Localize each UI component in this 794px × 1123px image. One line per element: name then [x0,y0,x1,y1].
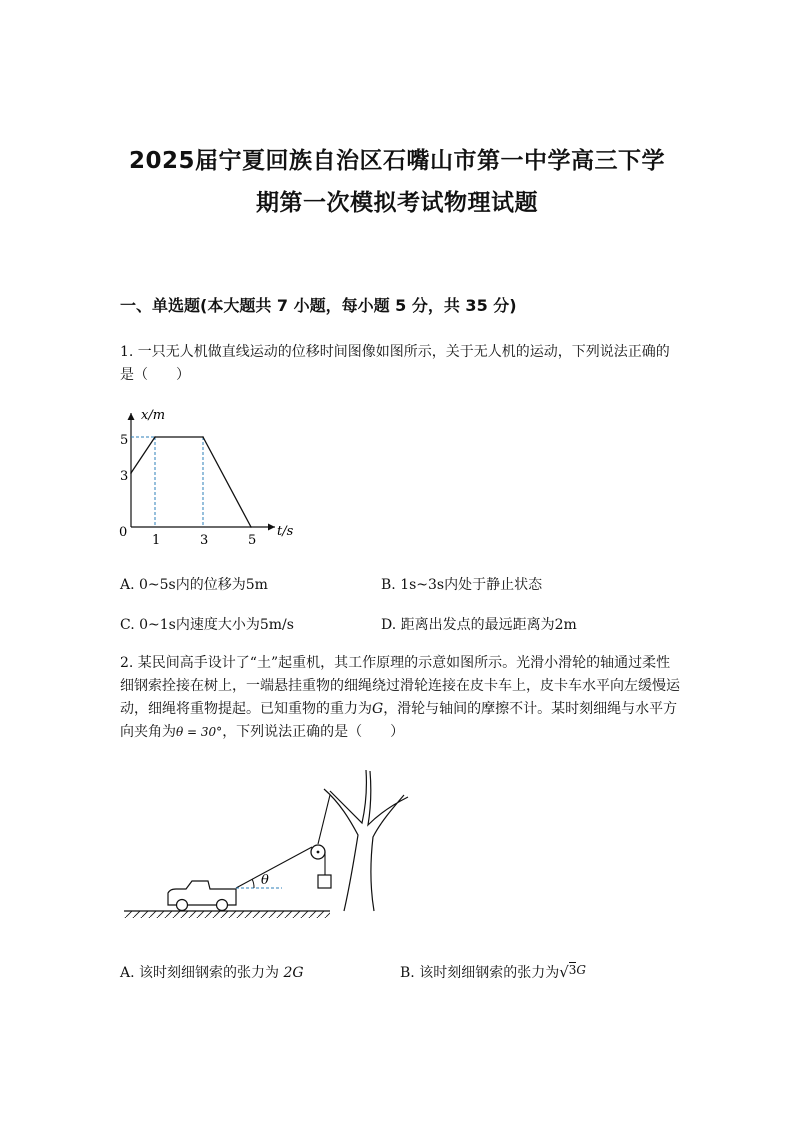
q2-weight-symbol: G [372,701,384,717]
q2-option-b-radicand: 3 [568,963,577,977]
section-heading: 一、单选题(本大题共 7 小题，每小题 5 分，共 35 分) [120,296,517,315]
q2-option-a [120,962,304,982]
data-point [130,472,132,474]
y-tick-label: 5 [120,433,129,448]
q2-option-b-text: B. 该时刻细钢索的张力为 [400,965,560,981]
dashed-guides [131,437,203,527]
x-axis-label: t/s [277,524,294,539]
pickup-truck [168,881,236,911]
q2-stem-part1: 2. 某民间高手设计了“土”起重机，其工作原理的示意如图所示。光滑小滑轮的轴通过柔性细钢索拴接在树上，一端悬挂重物的细绳绕过滑轮连接在皮卡车上，皮卡车水平向左缓慢运动，细绳将重物提起。已知重物的重力为 [120,655,680,717]
steel-cable [318,795,330,844]
q1-option-b: B. 1s~3s内处于静止状态 [381,577,543,593]
q2-option-a-value: 2G [283,965,304,981]
angle-arc [252,879,254,888]
data-point [154,436,156,438]
x-tick-label: 3 [200,533,209,548]
q2-option-b-symbol: G [576,963,586,977]
q2-stem-part2: ，滑轮与轴间的摩擦不计。某时刻细绳与水平方向夹角为 [120,701,678,740]
x-tick-label: 5 [248,533,257,548]
y-tick-label: 3 [120,469,129,484]
q1-stem: 1. 一只无人机做直线运动的位移时间图像如图所示，关于无人机的运动，下列说法正确的是（ ） [120,344,670,383]
rope-to-truck [236,847,312,888]
q1-xt-graph [115,405,315,550]
x-tick-label: 1 [152,533,161,548]
theta-label: θ [261,873,269,888]
tree [324,770,408,911]
series-line [131,437,251,527]
q2-angle-expression: θ = 30° [176,725,223,739]
data-point [202,436,204,438]
q1-option-d: D. 距离出发点的最远距离为2m [381,617,577,633]
q2-crane-diagram [118,765,418,925]
pulley-axle [317,851,320,854]
q2-stem-part3: ，下列说法正确的是（ ） [222,724,405,740]
q1-option-c: C. 0~1s内速度大小为5m/s [120,617,294,633]
q2-stem [120,652,680,744]
y-axis-label: x/m [141,408,166,423]
sqrt-symbol: √ [559,963,569,981]
data-point [250,526,252,528]
ground-hatching [124,911,330,918]
x-tick-label-origin: 0 [119,525,128,540]
page-title-line2: 期第一次模拟考试物理试题 [256,190,538,216]
weight [318,875,331,888]
page-title-line1: 2025届宁夏回族自治区石嘴山市第一中学高三下学 [128,148,665,174]
q2-option-b [400,962,586,982]
q2-option-a-text: A. 该时刻细钢索的张力为 [120,965,280,981]
q1-option-a: A. 0~5s内的位移为5m [120,577,268,593]
